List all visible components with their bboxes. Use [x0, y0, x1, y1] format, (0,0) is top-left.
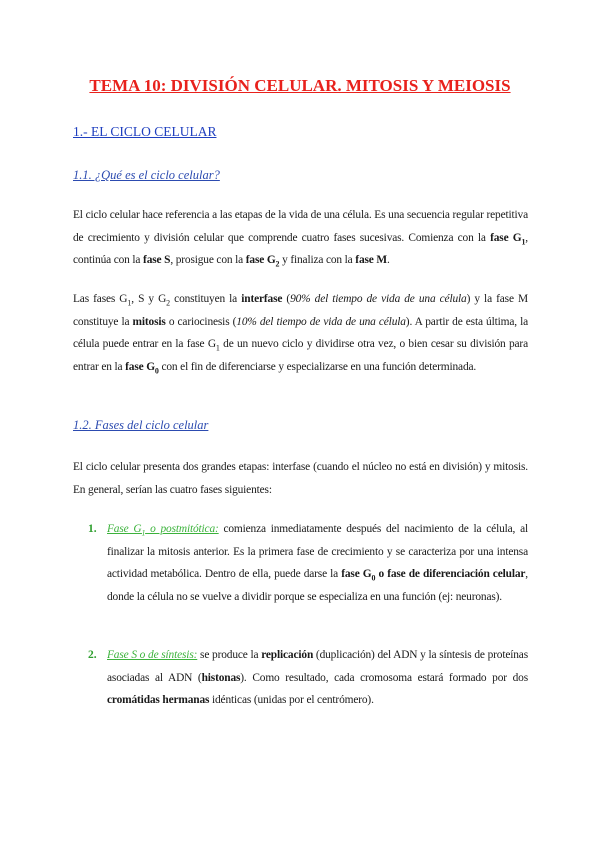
phase-label: Fase $G_1$ o postmitótica:	[107, 523, 219, 538]
list-item-s	[88, 644, 528, 712]
paragraph-intro: El ciclo celular hace referencia a las etapas de la vida de una célula. Es una secuencia regular repetitiva de crecimiento y división celular que comprende cuatro fases sucesivas. Comienza con la fase $G_1$, continúa con la fase S, prosigue con la fase $G_2$ y finaliza con la fase M.	[73, 209, 528, 269]
paragraph-phases: Las fases $G_1$, S y $G_2$ constituyen la interfase (90% del tiempo de vida de una célula) y la fase M constituye la mitosis o cariocinesis (10% del tiempo de vida de una célula). A partir de esta última, la célula puede entrar en la fase $G_1$ de un nuevo ciclo y dividirse otra vez, o bien cesar su división para entrar en la fase $G_0$ con el fin de diferenciarse y especializarse en una función determinada.	[73, 293, 528, 375]
phase-label: Fase S o de síntesis:	[107, 649, 198, 661]
section-heading: 1.- EL CICLO CELULAR	[73, 124, 217, 139]
subsection-heading-2: 1.2. Fases del ciclo celular	[73, 418, 209, 432]
page-title: TEMA 10: DIVISIÓN CELULAR. MITOSIS Y MEIOSIS	[89, 76, 511, 95]
list-number: 1.	[88, 523, 97, 535]
list-number: 2.	[88, 649, 97, 661]
list-item-text: Fase $G_1$ o postmitótica: comienza inmediatamente después del nacimiento de la célula, al finalizar la mitosis anterior. Es la primera fase de crecimiento y se caracteriza por una intensa actividad metabólica. Dentro de ella, puede darse la fase $G_0$ o fase de diferenciación celular, donde la célula no se vuelve a dividir porque se especializa en una función (ej: neuronas).	[107, 523, 528, 603]
paragraph-stages: El ciclo celular presenta dos grandes etapas: interfase (cuando el núcleo no está en división) y mitosis. En general, serían las cuatro fases siguientes:	[73, 461, 528, 496]
subsection-heading-1: 1.1. ¿Qué es el ciclo celular?	[73, 168, 220, 182]
list-item-g1	[88, 518, 528, 608]
list-item-text: Fase S o de síntesis: se produce la replicación (duplicación) del ADN y la síntesis de proteínas asociadas al ADN (histonas). Como resultado, cada cromosoma estará formado por dos cromátidas hermanas idénticas (unidas por el centrómero).	[107, 649, 528, 706]
